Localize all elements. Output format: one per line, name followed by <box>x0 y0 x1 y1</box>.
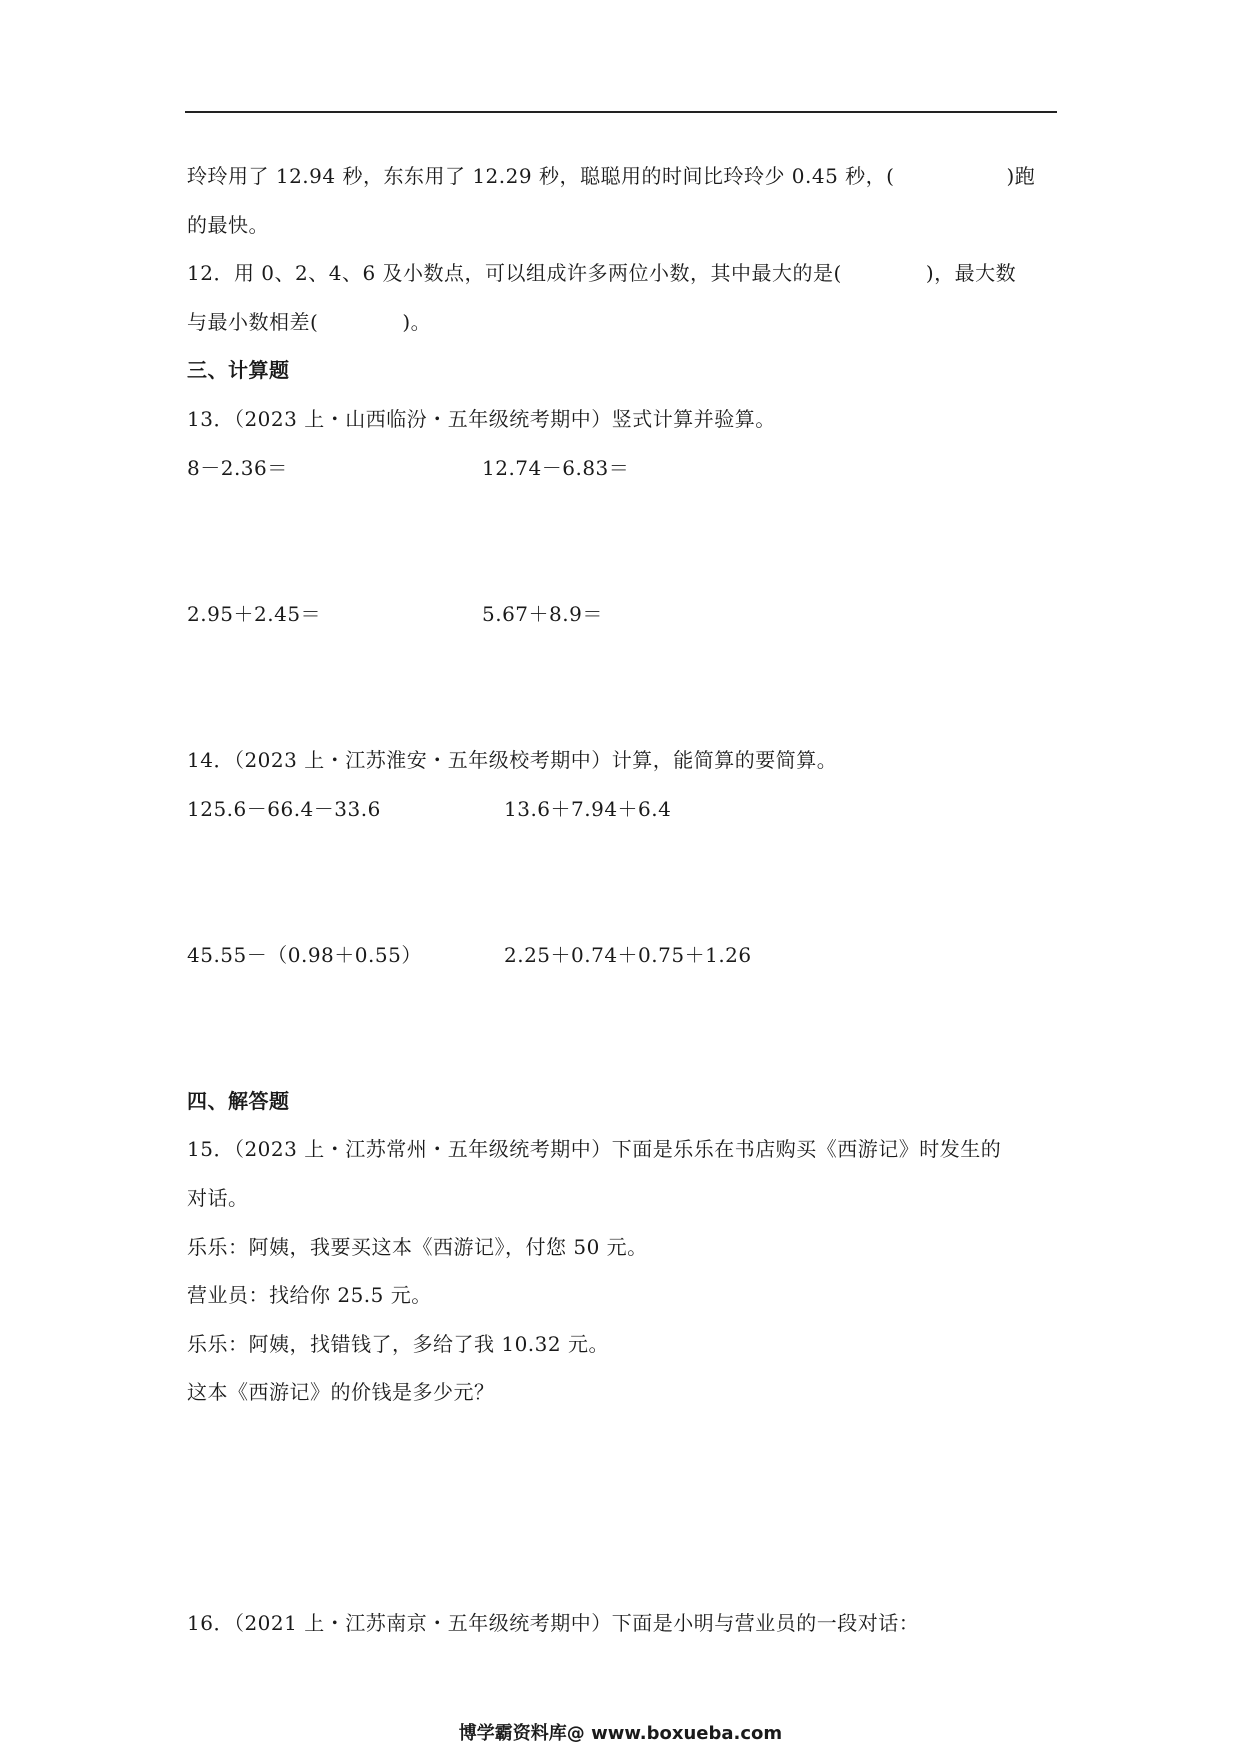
q11-line2: 的最快。 <box>187 213 269 237</box>
q15-question: 这本《西游记》的价钱是多少元？ <box>187 1380 495 1404</box>
q13-item-3: 2.95＋2.45＝ <box>187 602 322 626</box>
q12-text-a: 12．用 0、2、4、6 及小数点，可以组成许多两位小数，其中最大的是( <box>187 261 842 285</box>
q12-text-b: )，最大数 <box>925 261 1017 285</box>
q15-stem-line2: 对话。 <box>187 1186 249 1210</box>
q11-text-a: 玲玲用了 12.94 秒，东东用了 12.29 秒，聪聪用的时间比玲玲少 0.45 秒，( <box>187 164 895 188</box>
q13-item-2: 12.74－6.83＝ <box>482 456 630 480</box>
q15-dialogue-3: 乐乐：阿姨，找错钱了，多给了我 10.32 元。 <box>187 1332 609 1356</box>
q13-item-4: 5.67＋8.9＝ <box>482 602 603 626</box>
q15-dialogue-1: 乐乐：阿姨，我要买这本《西游记》，付您 50 元。 <box>187 1235 648 1259</box>
q13-item-1: 8－2.36＝ <box>187 456 288 480</box>
footer-watermark: 博学霸资料库@ www.boxueba.com <box>458 1723 783 1744</box>
q15-dialogue-2: 营业员：找给你 25.5 元。 <box>187 1283 432 1307</box>
q14-item-1: 125.6－66.4－33.6 <box>187 797 381 821</box>
q11-line1 <box>187 163 1035 189</box>
q12-line2 <box>187 309 431 335</box>
section4-title: 四、解答题 <box>187 1089 290 1113</box>
q16-stem: 16．（2021 上・江苏南京・五年级统考期中）下面是小明与营业员的一段对话： <box>187 1611 920 1635</box>
q14-item-3: 45.55－（0.98＋0.55） <box>187 943 422 967</box>
q12-text-c: 与最小数相差( <box>187 310 319 334</box>
q12-text-d: )。 <box>402 310 432 334</box>
header-rule <box>185 111 1057 113</box>
q13-stem: 13．（2023 上・山西临汾・五年级统考期中）竖式计算并验算。 <box>187 407 776 431</box>
q11-text-b: )跑 <box>1006 164 1036 188</box>
q12-line1 <box>187 260 1016 286</box>
section3-title: 三、计算题 <box>187 358 290 382</box>
q14-stem: 14．（2023 上・江苏淮安・五年级校考期中）计算，能简算的要简算。 <box>187 748 838 772</box>
q15-stem-line1: 15．（2023 上・江苏常州・五年级统考期中）下面是乐乐在书店购买《西游记》时发生的 <box>187 1137 1002 1161</box>
q14-item-4: 2.25＋0.74＋0.75＋1.26 <box>504 943 752 967</box>
q14-item-2: 13.6＋7.94＋6.4 <box>504 797 672 821</box>
